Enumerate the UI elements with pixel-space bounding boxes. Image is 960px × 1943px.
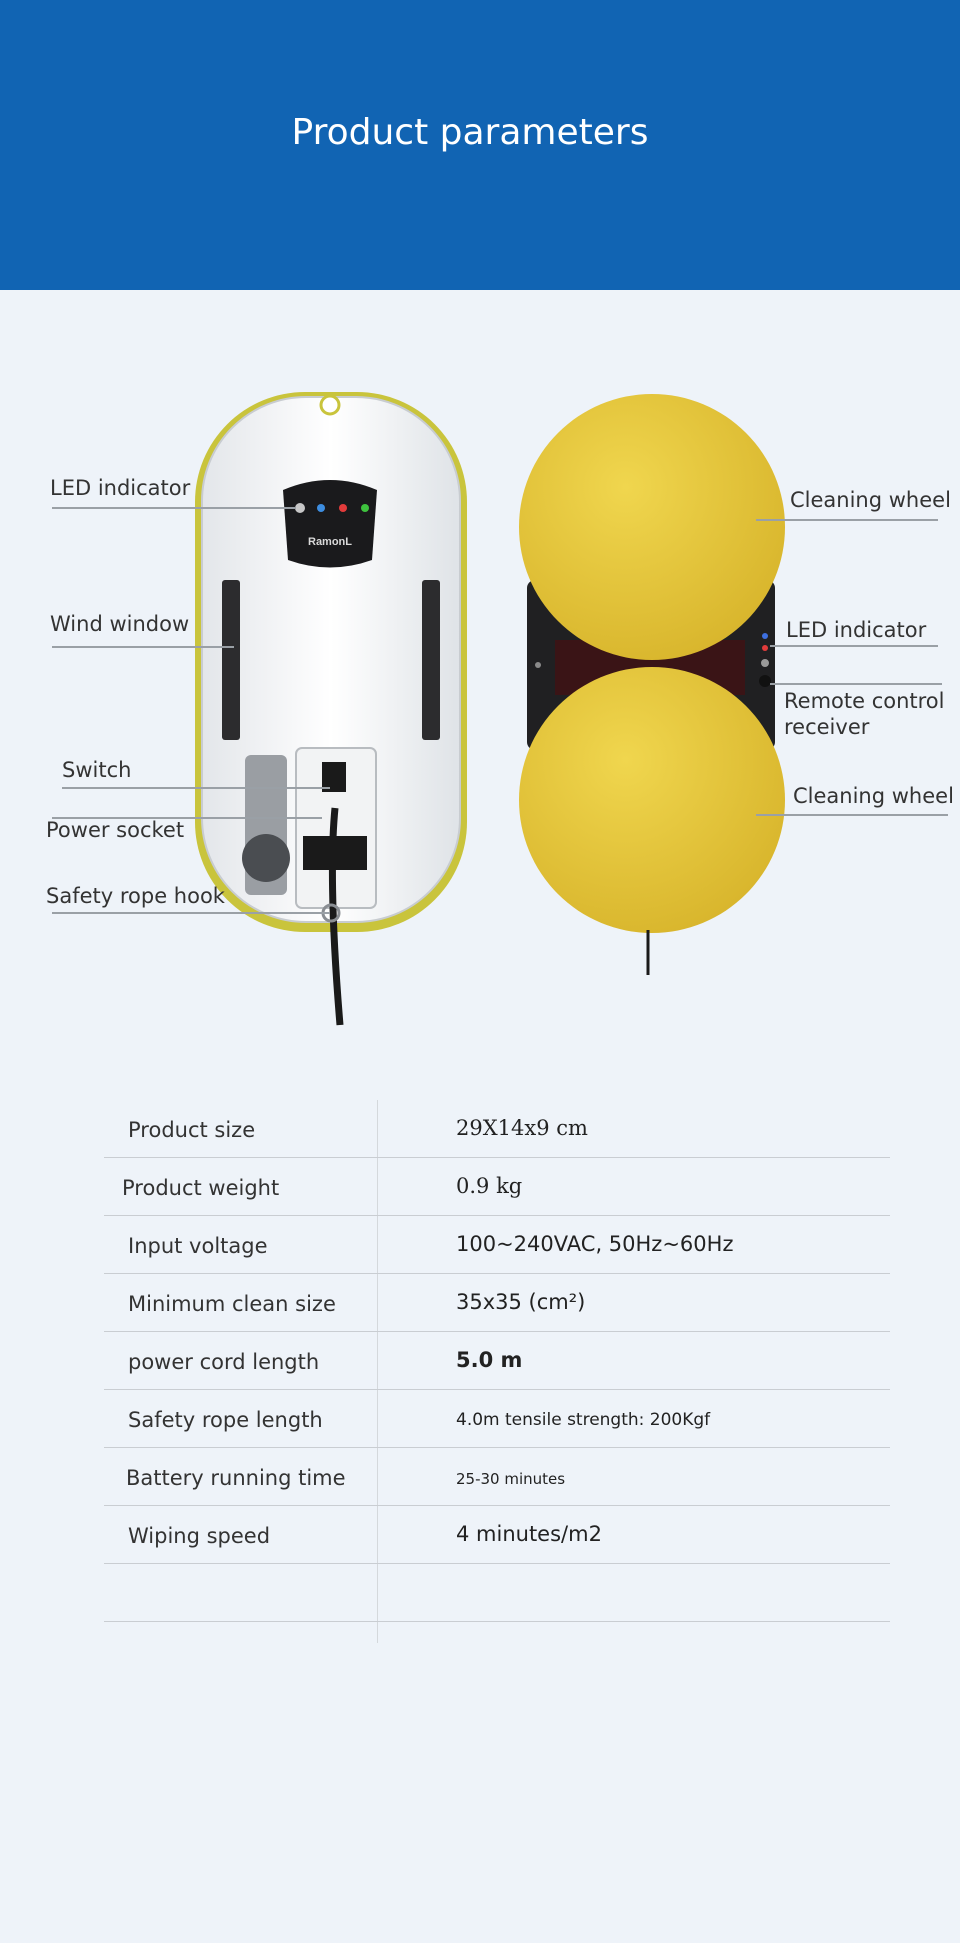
spec-label: Battery running time bbox=[126, 1466, 346, 1490]
spec-row-empty bbox=[104, 1564, 890, 1622]
spec-value: 4.0m tensile strength: 200Kgf bbox=[456, 1410, 711, 1430]
callout-switch: Switch bbox=[62, 758, 132, 782]
callout-remote-control-receiver: Remote control receiver bbox=[784, 689, 945, 739]
spec-table bbox=[104, 1100, 890, 1643]
callout-power-socket: Power socket bbox=[46, 818, 185, 842]
callout-led-indicator-left: LED indicator bbox=[50, 476, 191, 500]
spec-value: 100~240VAC, 50Hz~60Hz bbox=[456, 1232, 734, 1256]
spec-row bbox=[104, 1506, 890, 1564]
spec-label: Minimum clean size bbox=[128, 1292, 336, 1316]
product-illustration bbox=[0, 290, 960, 1050]
page-title: Product parameters bbox=[291, 112, 649, 153]
spec-label: Product size bbox=[128, 1118, 256, 1142]
spec-row bbox=[104, 1158, 890, 1216]
spec-row bbox=[104, 1390, 890, 1448]
spec-value: 5.0 m bbox=[456, 1348, 523, 1372]
robot-front-view bbox=[195, 392, 467, 1025]
spec-value: 25-30 minutes bbox=[456, 1470, 566, 1488]
callout-cleaning-wheel-bottom: Cleaning wheel bbox=[793, 784, 954, 808]
spec-value: 29X14x9 cm bbox=[456, 1116, 588, 1140]
spec-label: Wiping speed bbox=[128, 1524, 271, 1548]
spec-label: Safety rope length bbox=[128, 1408, 323, 1432]
spec-value: 4 minutes/m2 bbox=[456, 1522, 602, 1546]
callout-wind-window: Wind window bbox=[50, 612, 190, 636]
callout-safety-rope-hook: Safety rope hook bbox=[46, 884, 225, 908]
product-diagram bbox=[0, 290, 960, 1050]
spec-row bbox=[104, 1448, 890, 1506]
robot-back-view bbox=[519, 394, 785, 975]
callout-led-indicator-right: LED indicator bbox=[786, 618, 927, 642]
spec-row bbox=[104, 1100, 890, 1158]
spec-row bbox=[104, 1332, 890, 1390]
spec-row bbox=[104, 1274, 890, 1332]
spec-label: power cord length bbox=[128, 1350, 320, 1374]
spec-value: 0.9 kg bbox=[456, 1174, 523, 1198]
spec-label: Product weight bbox=[122, 1176, 280, 1200]
spec-value: 35x35 (cm²) bbox=[456, 1290, 586, 1314]
spec-row bbox=[104, 1216, 890, 1274]
header-banner bbox=[0, 0, 960, 290]
spec-label: Input voltage bbox=[128, 1234, 268, 1258]
brand-mark: RamonL bbox=[308, 536, 352, 548]
callout-cleaning-wheel-top: Cleaning wheel bbox=[790, 488, 951, 512]
